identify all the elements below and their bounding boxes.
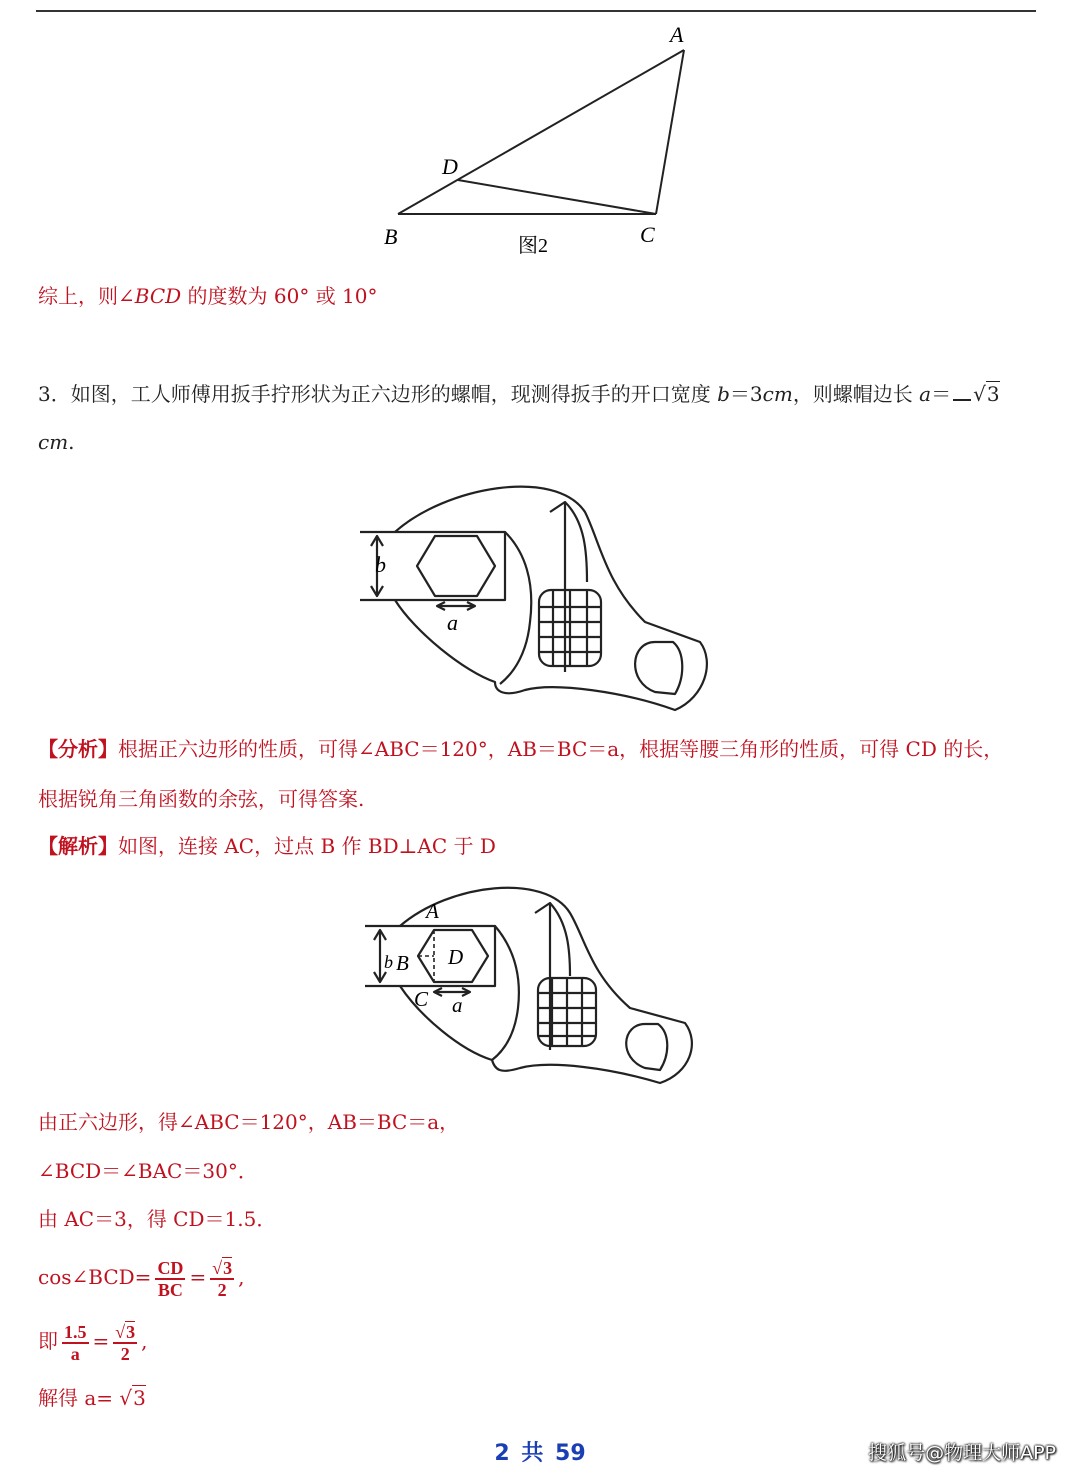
analysis-line-1 bbox=[38, 735, 1003, 763]
segment-dc bbox=[458, 180, 656, 214]
answer-sqrt: √3 bbox=[973, 382, 1000, 406]
problem-3-line-1 bbox=[38, 380, 1000, 408]
step-5-end: , bbox=[141, 1329, 148, 1353]
problem-3-line-2 bbox=[38, 428, 75, 456]
frac-num-root3: √3 bbox=[212, 1257, 233, 1278]
fraction-1.5-a bbox=[62, 1322, 89, 1364]
wrench-jaw bbox=[395, 532, 505, 600]
problem-3-prefix: 3．如图，工人师傅用扳手拧形状为正六边形的螺帽，现测得扳手的开口宽度 bbox=[38, 382, 718, 406]
frac-num-1.5: 1.5 bbox=[64, 1321, 87, 1342]
frac-den-2: 2 bbox=[217, 1279, 227, 1300]
step-2 bbox=[38, 1157, 258, 1185]
problem-3-mid: ，则螺帽边长 bbox=[792, 382, 920, 406]
result-sqrt: √3 bbox=[119, 1386, 146, 1410]
wrench-figure-2 bbox=[360, 878, 700, 1088]
fraction-cd-bc bbox=[155, 1258, 185, 1300]
conclusion-line bbox=[38, 282, 378, 310]
result-radicand: 3 bbox=[133, 1386, 146, 1410]
conclusion-suffix: 的度数为 60° 或 10° bbox=[181, 284, 378, 308]
wrench-figure-1 bbox=[355, 472, 715, 722]
fraction-root3-2 bbox=[210, 1258, 234, 1300]
step-5-prefix: 即 bbox=[38, 1329, 58, 1353]
width-value: ＝3 bbox=[729, 382, 763, 406]
wrench-body bbox=[395, 487, 707, 710]
conclusion-angle: BCD bbox=[134, 284, 182, 308]
wrench2-label-b-small: b bbox=[384, 952, 393, 972]
period: . bbox=[68, 430, 75, 454]
step-1-text: 由正六边形，得∠ABC＝120°，AB＝BC＝a， bbox=[38, 1110, 460, 1134]
label-d: D bbox=[442, 154, 458, 179]
step-3-text: 由 AC＝3，得 CD＝1.5． bbox=[38, 1207, 277, 1231]
unit-cm-2: cm bbox=[38, 430, 69, 454]
wrench2-label-d: D bbox=[448, 945, 464, 969]
figure-caption: 图2 bbox=[518, 235, 548, 257]
frac-den-a: a bbox=[70, 1343, 80, 1364]
step-5 bbox=[38, 1318, 148, 1364]
page-total: 59 bbox=[555, 1441, 586, 1466]
frac-num-root3-b-radicand: 3 bbox=[126, 1321, 136, 1342]
frac-num-root3-b: √3 bbox=[115, 1321, 136, 1342]
step-4-eq: = bbox=[189, 1265, 207, 1289]
step-5-eq: = bbox=[92, 1329, 110, 1353]
solution-text: 如图，连接 AC，过点 B 作 BD⊥AC 于 D bbox=[118, 834, 496, 858]
wrench2-label-a-small: a bbox=[452, 993, 463, 1017]
eq-sign: ＝ bbox=[931, 382, 952, 406]
watermark: 搜狐号@物理大师APP bbox=[868, 1442, 1056, 1464]
var-b: b bbox=[717, 382, 730, 406]
frac-den-bc: BC bbox=[157, 1279, 183, 1300]
side-ac bbox=[656, 50, 684, 214]
wrench2-label-b: B bbox=[396, 951, 409, 975]
hex-nut bbox=[417, 536, 495, 596]
conclusion-prefix: 综上，则∠ bbox=[38, 284, 135, 308]
step-6 bbox=[38, 1384, 146, 1412]
unit-cm: cm bbox=[762, 382, 793, 406]
solution-tag: 【解析】 bbox=[38, 834, 118, 858]
step-3 bbox=[38, 1205, 276, 1233]
step-1 bbox=[38, 1108, 459, 1136]
answer-blank bbox=[953, 381, 971, 401]
step-6-prefix: 解得 a= bbox=[38, 1386, 120, 1410]
wrench-label-a: a bbox=[447, 610, 458, 635]
label-a: A bbox=[670, 22, 684, 47]
label-c: C bbox=[640, 222, 655, 247]
step-4-end: , bbox=[238, 1265, 245, 1289]
step-2-text: ∠BCD＝∠BAC＝30°． bbox=[38, 1159, 258, 1183]
var-a: a bbox=[919, 382, 932, 406]
figure-2-triangle bbox=[370, 18, 710, 263]
fraction-root3-2-b bbox=[113, 1322, 137, 1364]
page-number: 2 bbox=[494, 1441, 510, 1466]
wrench-hole bbox=[635, 642, 682, 694]
wrench2-label-a: A bbox=[426, 899, 439, 923]
frac-num-cd: CD bbox=[157, 1257, 184, 1278]
top-rule bbox=[36, 10, 1036, 12]
answer-radicand: 3 bbox=[986, 382, 1000, 406]
frac-num-root3-radicand: 3 bbox=[223, 1257, 233, 1278]
wrench2-label-c: C bbox=[414, 987, 429, 1011]
frac-den-2-b: 2 bbox=[120, 1343, 130, 1364]
side-ab bbox=[398, 50, 684, 214]
page-sep: 共 bbox=[521, 1441, 544, 1466]
wrench-label-b: b bbox=[375, 552, 386, 577]
solution-line bbox=[38, 832, 496, 860]
analysis-text-2: 根据锐角三角函数的余弦，可得答案. bbox=[38, 787, 365, 811]
analysis-text-1: 根据正六边形的性质，可得∠ABC＝120°，AB＝BC＝a，根据等腰三角形的性质，可得 CD 的长， bbox=[118, 737, 1004, 761]
step-4 bbox=[38, 1254, 244, 1300]
step-4-prefix: cos∠BCD= bbox=[38, 1265, 152, 1289]
analysis-tag: 【分析】 bbox=[38, 737, 118, 761]
wrench-slider bbox=[550, 502, 587, 672]
analysis-line-2 bbox=[38, 785, 364, 813]
label-b: B bbox=[384, 224, 398, 249]
